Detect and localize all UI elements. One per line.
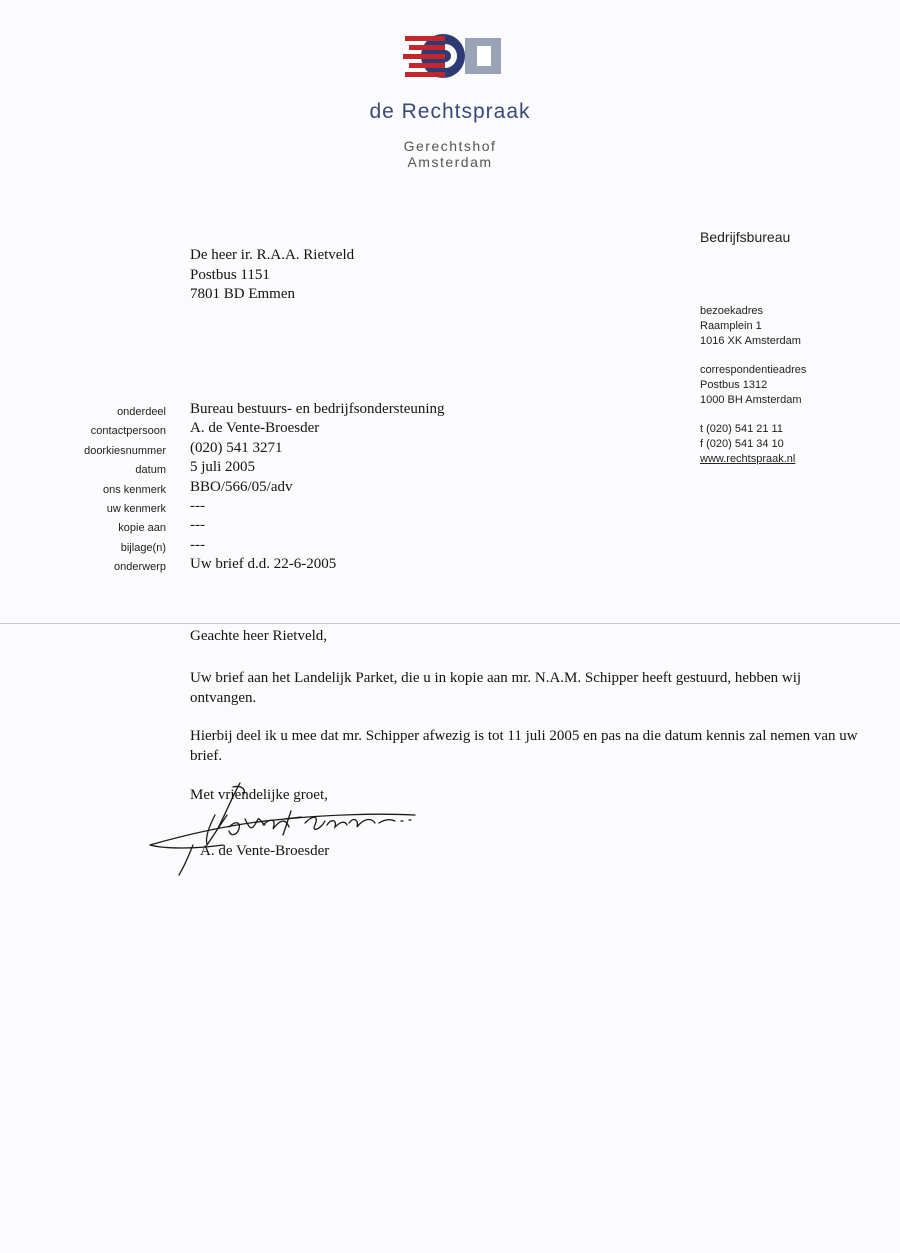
- court-name: [300, 138, 600, 170]
- correspondence-address: [700, 363, 806, 408]
- ref-label-bijlagen: bijlage(n): [120, 541, 166, 554]
- ref-label-uw-kenmerk: uw kenmerk: [106, 503, 166, 516]
- ref-label-onderdeel: onderdeel: [117, 406, 166, 418]
- ref-label-datum: datum: [135, 464, 166, 477]
- ref-label-ons-kenmerk: ons kenmerk: [103, 483, 166, 496]
- ref-label-contactpersoon: contactpersoon: [90, 425, 166, 438]
- visit-address: [700, 304, 801, 349]
- recipient-po-box: Postbus 1151: [190, 266, 270, 283]
- correspondence-city: 1000 BH Amsterdam: [700, 394, 802, 406]
- court-line-1: Gerechtshof: [403, 138, 497, 154]
- visit-address-label: bezoekadres: [700, 305, 763, 317]
- signatory-name: A. de Vente-Broesder: [200, 843, 330, 859]
- visit-city: 1016 XK Amsterdam: [700, 335, 801, 347]
- body-paragraph-1: Uw brief aan het Landelijk Parket, die u in kopie aan mr. N.A.M. Schipper heeft gestuurd, hebben wij ontvangen.: [190, 670, 802, 706]
- ref-value-bijlagen: ---: [190, 536, 205, 553]
- contact-numbers: [700, 422, 795, 467]
- visit-street: Raamplein 1: [700, 320, 762, 332]
- recipient-name: De heer ir. R.A.A. Rietveld: [190, 247, 355, 263]
- correspondence-po-box: Postbus 1312: [700, 379, 768, 391]
- fax-number: f (020) 541 34 10: [700, 438, 784, 450]
- ref-value-onderwerp: Uw brief d.d. 22-6-2005: [190, 556, 337, 573]
- salutation: Geachte heer Rietveld,: [190, 628, 328, 644]
- reference-values: [190, 400, 445, 575]
- rechtspraak-logo: [403, 32, 503, 80]
- reference-labels: [40, 403, 166, 578]
- ref-label-kopie-aan: kopie aan: [118, 522, 166, 535]
- correspondence-address-label: correspondentieadres: [700, 364, 807, 376]
- paper-fold-line: [0, 623, 900, 624]
- closing: Met vriendelijke groet,: [190, 787, 328, 803]
- body-paragraph-2: Hierbij deel ik u mee dat mr. Schipper afwezig is tot 11 juli 2005 en pas na die datum kennis zal nemen van uw brief.: [190, 728, 858, 764]
- brand-name: de Rechtspraak: [369, 100, 531, 123]
- ref-value-uw-kenmerk: ---: [190, 498, 205, 515]
- ref-label-doorkiesnummer: doorkiesnummer: [84, 444, 166, 457]
- phone-number: t (020) 541 21 11: [700, 423, 783, 435]
- website-link[interactable]: www.rechtspraak.nl: [700, 453, 796, 465]
- department-title: Bedrijfsbureau: [700, 229, 791, 245]
- recipient-city: 7801 BD Emmen: [190, 286, 295, 302]
- ref-value-ons-kenmerk: BBO/566/05/adv: [190, 478, 293, 495]
- court-line-2: Amsterdam: [407, 154, 493, 170]
- handwritten-signature: [145, 775, 425, 880]
- ref-value-onderdeel: Bureau bestuurs- en bedrijfsondersteuning: [190, 401, 445, 417]
- ref-value-contactpersoon: A. de Vente-Broesder: [190, 420, 320, 437]
- ref-value-kopie-aan: ---: [190, 517, 205, 534]
- ref-value-datum: 5 juli 2005: [190, 459, 256, 476]
- ref-value-doorkiesnummer: (020) 541 3271: [190, 439, 283, 456]
- recipient-address: [190, 246, 354, 305]
- ref-label-onderwerp: onderwerp: [114, 561, 166, 574]
